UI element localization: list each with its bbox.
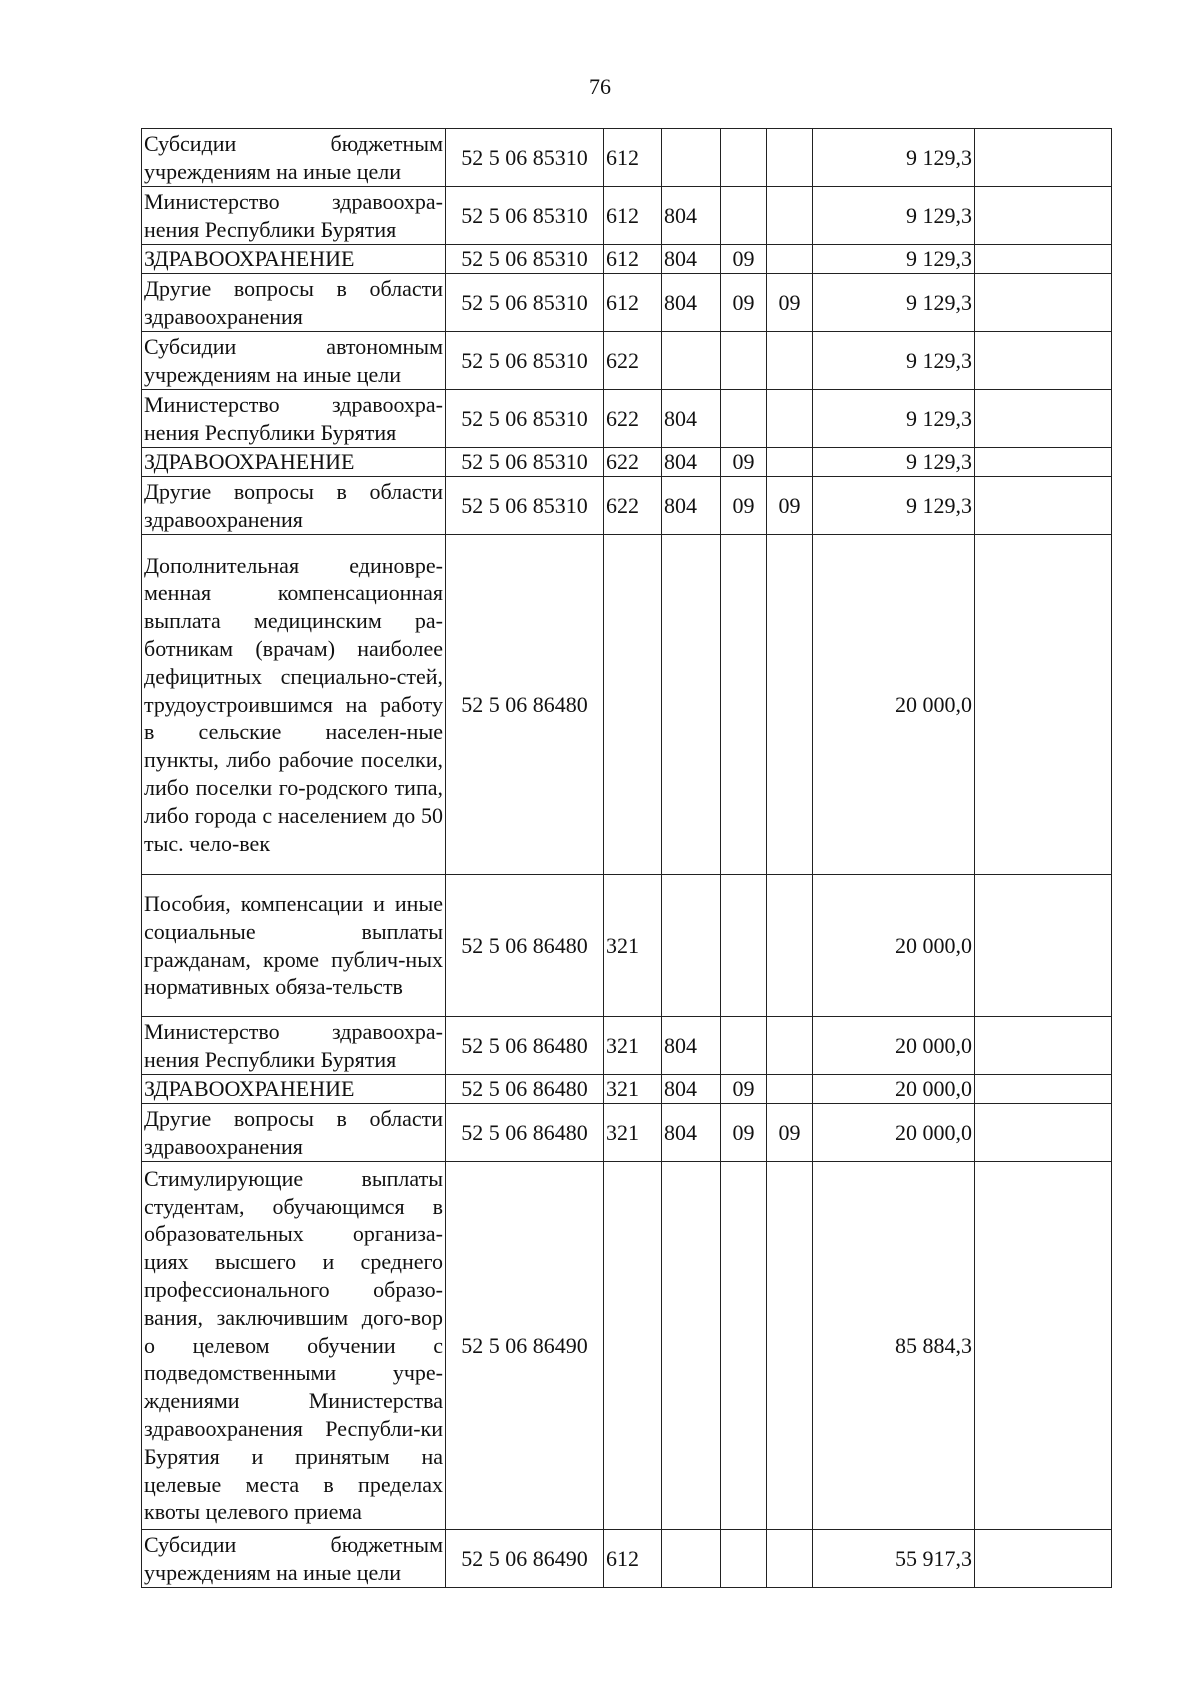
- row-code-cell: 52 5 06 85310: [446, 477, 604, 535]
- row-empty-cell: [975, 1017, 1112, 1075]
- row-vr-cell: 321: [604, 875, 662, 1017]
- table-row: [142, 1530, 1112, 1588]
- table-row: [142, 477, 1112, 535]
- row-grbs-cell: [662, 1530, 721, 1588]
- row-pr-cell: [767, 1075, 813, 1104]
- row-vr-cell: 321: [604, 1017, 662, 1075]
- row-vr-cell: 321: [604, 1104, 662, 1162]
- row-pr-cell: 09: [767, 1104, 813, 1162]
- row-pr-cell: [767, 332, 813, 390]
- row-rz-cell: [721, 1530, 767, 1588]
- row-grbs-cell: 804: [662, 274, 721, 332]
- row-name-cell: Министерство здравоохра-нения Республики Бурятия: [142, 1017, 446, 1075]
- row-rz-cell: [721, 390, 767, 448]
- row-empty-cell: [975, 875, 1112, 1017]
- row-grbs-cell: [662, 1162, 721, 1530]
- row-name-cell: Другие вопросы в области здравоохранения: [142, 477, 446, 535]
- row-pr-cell: [767, 1017, 813, 1075]
- row-sum-cell: 9 129,3: [813, 448, 975, 477]
- row-empty-cell: [975, 1530, 1112, 1588]
- row-code-cell: 52 5 06 85310: [446, 390, 604, 448]
- row-rz-cell: 09: [721, 1075, 767, 1104]
- row-empty-cell: [975, 187, 1112, 245]
- budget-table: [141, 128, 1112, 1588]
- row-vr-cell: 612: [604, 1530, 662, 1588]
- row-sum-cell: 85 884,3: [813, 1162, 975, 1530]
- row-rz-cell: 09: [721, 1104, 767, 1162]
- row-name-cell: Субсидии автономным учреждениям на иные цели: [142, 332, 446, 390]
- table-row: [142, 1104, 1112, 1162]
- page-number: 76: [589, 74, 611, 99]
- table-row: [142, 1162, 1112, 1530]
- row-vr-cell: 622: [604, 390, 662, 448]
- row-rz-cell: [721, 187, 767, 245]
- row-vr-cell: 321: [604, 1075, 662, 1104]
- row-vr-cell: 612: [604, 129, 662, 187]
- row-empty-cell: [975, 535, 1112, 875]
- row-grbs-cell: 804: [662, 477, 721, 535]
- row-pr-cell: 09: [767, 477, 813, 535]
- row-sum-cell: 20 000,0: [813, 1017, 975, 1075]
- row-name-cell: ЗДРАВООХРАНЕНИЕ: [142, 1075, 446, 1104]
- row-sum-cell: 9 129,3: [813, 332, 975, 390]
- row-sum-cell: 20 000,0: [813, 1075, 975, 1104]
- row-rz-cell: [721, 875, 767, 1017]
- row-code-cell: 52 5 06 86490: [446, 1530, 604, 1588]
- row-code-cell: 52 5 06 86480: [446, 1075, 604, 1104]
- row-pr-cell: [767, 1530, 813, 1588]
- table-row: [142, 332, 1112, 390]
- row-pr-cell: [767, 129, 813, 187]
- table-row: [142, 187, 1112, 245]
- row-pr-cell: [767, 390, 813, 448]
- row-grbs-cell: [662, 129, 721, 187]
- row-rz-cell: 09: [721, 477, 767, 535]
- row-rz-cell: [721, 129, 767, 187]
- row-name-cell: Пособия, компенсации и иные социальные выплаты гражданам, кроме публич-ных нормативных обяза-тельств: [142, 875, 446, 1017]
- row-code-cell: 52 5 06 86480: [446, 535, 604, 875]
- row-sum-cell: 55 917,3: [813, 1530, 975, 1588]
- row-vr-cell: [604, 535, 662, 875]
- row-code-cell: 52 5 06 86480: [446, 875, 604, 1017]
- row-sum-cell: 20 000,0: [813, 535, 975, 875]
- row-name-cell: Стимулирующие выплаты студентам, обучающимся в образовательных организа-циях высшего и среднего профессионального образо-вания, заключившим дого-вор о целевом обучении с подведомственными учре-ждениями Министерства здравоохранения Республи-ки Бурятия и принятым на целевые места в пределах квоты целевого приема: [142, 1162, 446, 1530]
- row-pr-cell: [767, 245, 813, 274]
- row-name-cell: Дополнительная единовре-менная компенсационная выплата медицинским ра-ботникам (врачам) наиболее дефицитных специально-стей, трудоустроившимся на работу в сельские населен-ные пункты, либо рабочие поселки, либо поселки го-родского типа, либо города с населением до 50 тыс. чело-век: [142, 535, 446, 875]
- row-name-cell: Субсидии бюджетным учреждениям на иные цели: [142, 129, 446, 187]
- row-code-cell: 52 5 06 86480: [446, 1017, 604, 1075]
- row-name-cell: Министерство здравоохра-нения Республики Бурятия: [142, 187, 446, 245]
- row-empty-cell: [975, 390, 1112, 448]
- row-grbs-cell: [662, 875, 721, 1017]
- row-empty-cell: [975, 129, 1112, 187]
- row-rz-cell: [721, 1162, 767, 1530]
- row-vr-cell: 612: [604, 187, 662, 245]
- table-row: [142, 1075, 1112, 1104]
- table-row: [142, 390, 1112, 448]
- table-row: [142, 448, 1112, 477]
- row-rz-cell: [721, 332, 767, 390]
- row-grbs-cell: 804: [662, 448, 721, 477]
- row-empty-cell: [975, 332, 1112, 390]
- row-rz-cell: [721, 1017, 767, 1075]
- row-grbs-cell: 804: [662, 1104, 721, 1162]
- row-rz-cell: 09: [721, 448, 767, 477]
- row-pr-cell: [767, 535, 813, 875]
- row-rz-cell: 09: [721, 274, 767, 332]
- row-pr-cell: [767, 875, 813, 1017]
- table-row: [142, 129, 1112, 187]
- row-vr-cell: 612: [604, 245, 662, 274]
- row-name-cell: Другие вопросы в области здравоохранения: [142, 1104, 446, 1162]
- row-code-cell: 52 5 06 85310: [446, 448, 604, 477]
- row-empty-cell: [975, 1162, 1112, 1530]
- row-empty-cell: [975, 245, 1112, 274]
- table-row: [142, 875, 1112, 1017]
- row-sum-cell: 20 000,0: [813, 1104, 975, 1162]
- row-vr-cell: [604, 1162, 662, 1530]
- row-rz-cell: [721, 535, 767, 875]
- row-code-cell: 52 5 06 85310: [446, 332, 604, 390]
- row-name-cell: ЗДРАВООХРАНЕНИЕ: [142, 245, 446, 274]
- table-row: [142, 1017, 1112, 1075]
- row-sum-cell: 9 129,3: [813, 390, 975, 448]
- row-empty-cell: [975, 1075, 1112, 1104]
- row-sum-cell: 9 129,3: [813, 274, 975, 332]
- row-name-cell: Министерство здравоохра-нения Республики Бурятия: [142, 390, 446, 448]
- row-empty-cell: [975, 1104, 1112, 1162]
- row-grbs-cell: 804: [662, 390, 721, 448]
- row-sum-cell: 9 129,3: [813, 245, 975, 274]
- row-pr-cell: 09: [767, 274, 813, 332]
- row-empty-cell: [975, 274, 1112, 332]
- table-row: [142, 274, 1112, 332]
- table-row: [142, 245, 1112, 274]
- row-vr-cell: 622: [604, 477, 662, 535]
- row-pr-cell: [767, 1162, 813, 1530]
- row-grbs-cell: [662, 332, 721, 390]
- row-empty-cell: [975, 448, 1112, 477]
- row-vr-cell: 622: [604, 332, 662, 390]
- row-empty-cell: [975, 477, 1112, 535]
- row-sum-cell: 20 000,0: [813, 875, 975, 1017]
- row-code-cell: 52 5 06 85310: [446, 245, 604, 274]
- row-grbs-cell: 804: [662, 1017, 721, 1075]
- row-rz-cell: 09: [721, 245, 767, 274]
- row-pr-cell: [767, 448, 813, 477]
- row-name-cell: Субсидии бюджетным учреждениям на иные цели: [142, 1530, 446, 1588]
- row-code-cell: 52 5 06 86490: [446, 1162, 604, 1530]
- row-sum-cell: 9 129,3: [813, 477, 975, 535]
- row-name-cell: ЗДРАВООХРАНЕНИЕ: [142, 448, 446, 477]
- row-vr-cell: 612: [604, 274, 662, 332]
- row-code-cell: 52 5 06 86480: [446, 1104, 604, 1162]
- row-name-cell: Другие вопросы в области здравоохранения: [142, 274, 446, 332]
- row-code-cell: 52 5 06 85310: [446, 187, 604, 245]
- row-grbs-cell: 804: [662, 245, 721, 274]
- row-vr-cell: 622: [604, 448, 662, 477]
- row-code-cell: 52 5 06 85310: [446, 274, 604, 332]
- row-code-cell: 52 5 06 85310: [446, 129, 604, 187]
- row-sum-cell: 9 129,3: [813, 129, 975, 187]
- row-grbs-cell: 804: [662, 187, 721, 245]
- row-pr-cell: [767, 187, 813, 245]
- row-grbs-cell: [662, 535, 721, 875]
- table-row: [142, 535, 1112, 875]
- row-sum-cell: 9 129,3: [813, 187, 975, 245]
- row-grbs-cell: 804: [662, 1075, 721, 1104]
